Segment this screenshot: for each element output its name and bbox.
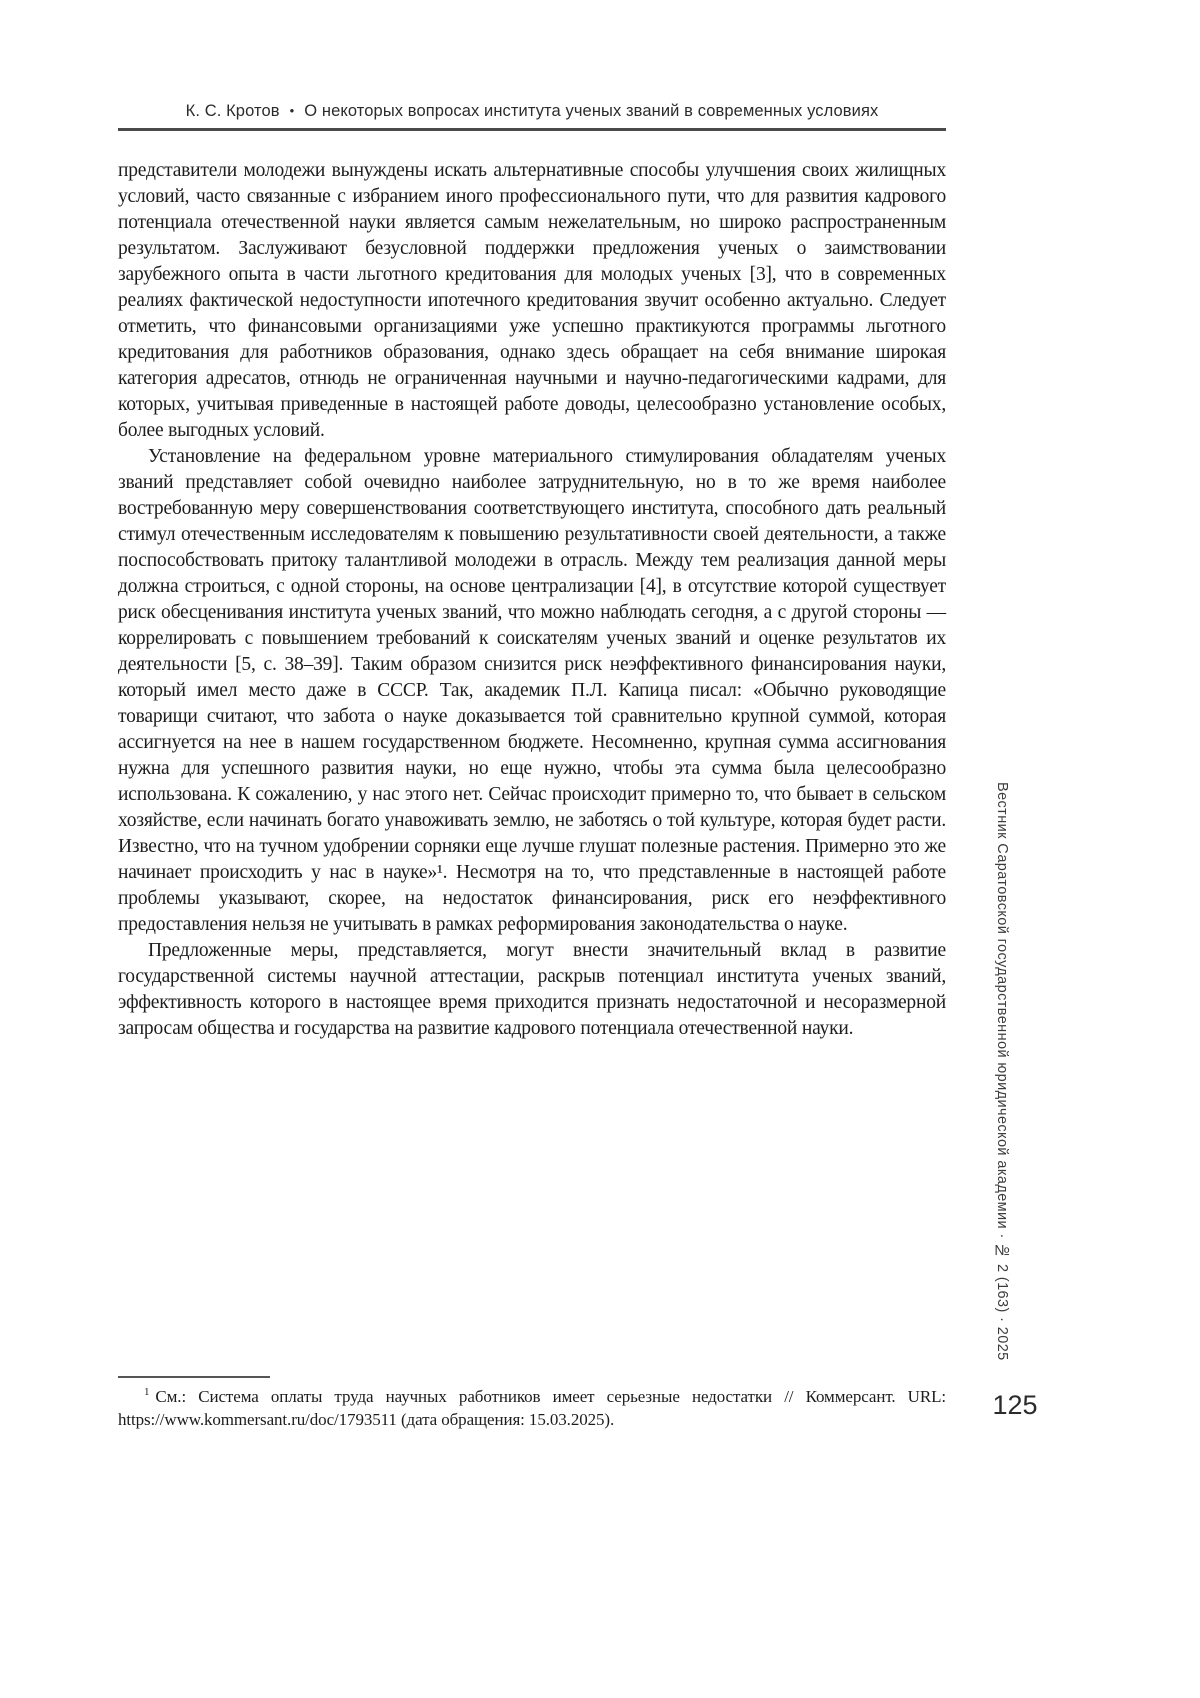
header-bullet-separator: • — [289, 103, 295, 118]
page-number: 125 — [992, 1390, 1038, 1420]
footnote-text — [118, 1385, 946, 1431]
body-paragraph: Установление на федеральном уровне материального стимулирования обладателям ученых званий представляет собой очевидно наиболее затруднительную, но в то же время наиболее востребованную меру совершенствования соответствующего института, способного дать реальный стимул отечественным исследователям к повышению результативности своей деятельности, а также поспособствовать притоку талантливой молодежи в отрасль. Между тем реализация данной меры должна строиться, с одной стороны, на основе централизации [4], в отсутствие которой существует риск обесценивания института ученых званий, что можно наблюдать сегодня, а с другой стороны — коррелировать с повышением требований к соискателям ученых званий и оценке результатов их деятельности [5, с. 38–39]. Таким образом снизится риск неэффективного финансирования науки, который имел место даже в СССР. Так, академик П.Л. Капица писал: «Обычно руководящие товарищи считают, что забота о науке доказывается той сравнительно крупной суммой, которая ассигнуется на нее в нашем государственном бюджете. Несомненно, крупная сумма ассигнования нужна для успешного развития науки, но еще нужно, чтобы эта сумма была целесообразно использована. К сожалению, у нас этого нет. Сейчас происходит примерно то, что бывает в сельском хозяйстве, если начинать богато унавоживать землю, не заботясь о той культуре, которая будет расти. Известно, что на тучном удобрении сорняки еще лучше глушат полезные растения. Примерно это же начинает происходить у нас в науке»¹. Несмотря на то, что представленные в настоящей работе проблемы указывают, скорее, на недостаток финансирования, риск его неэффективного предоставления нельзя не учитывать в рамках реформирования законодательства о науке. — [118, 446, 946, 935]
article-body — [118, 158, 946, 1042]
body-paragraph-continuation: представители молодежи вынуждены искать альтернативные способы улучшения своих жилищных условий, часто связанные с избранием иного профессионального пути, что для развития кадрового потенциала отечественной науки является самым нежелательным, но широко распространенным результатом. Заслуживают безусловной поддержки предложения ученых о заимствовании зарубежного опыта в части льготного кредитования для молодых ученых [3], что в современных реалиях фактической недоступности ипотечного кредитования звучит особенно актуально. Следует отметить, что финансовыми организациями уже успешно практикуются программы льготного кредитования для работников образования, однако здесь обращает на себя внимание широкая категория адресатов, отнюдь не ограниченная научными и научно-педагогическими кадрами, для которых, учитывая приведенные в настоящей работе доводы, целесообразно установление особых, более выгодных условий. — [118, 160, 946, 441]
footnote — [118, 1385, 946, 1431]
journal-spine-text: Вестник Саратовской государственной юридической академии · № 2 (163) · 2025 — [994, 782, 1010, 1361]
header-rule — [118, 128, 946, 131]
footnote-rule — [118, 1376, 270, 1378]
running-header-text — [118, 102, 946, 121]
body-paragraph: Предложенные меры, представляется, могут внести значительный вклад в развитие государственной системы научной аттестации, раскрыв потенциал института ученых званий, эффективность которого в настоящее время приходится признать недостаточной и несоразмерной запросам общества и государства на развитие кадрового потенциала отечественной науки. — [118, 940, 946, 1039]
running-header — [118, 102, 946, 131]
header-article-title: О некоторых вопросах института ученых званий в современных условиях — [304, 102, 879, 120]
footnote-marker: 1 — [144, 1386, 150, 1399]
header-author: К. С. Кротов — [185, 102, 280, 120]
footnote-body: См.: Система оплаты труда научных работников имеет серьезные недостатки // Коммерсант. URL: https://www.kommersant.ru/doc/1793511 (дата обращения: 15.03.2025). — [118, 1387, 946, 1429]
